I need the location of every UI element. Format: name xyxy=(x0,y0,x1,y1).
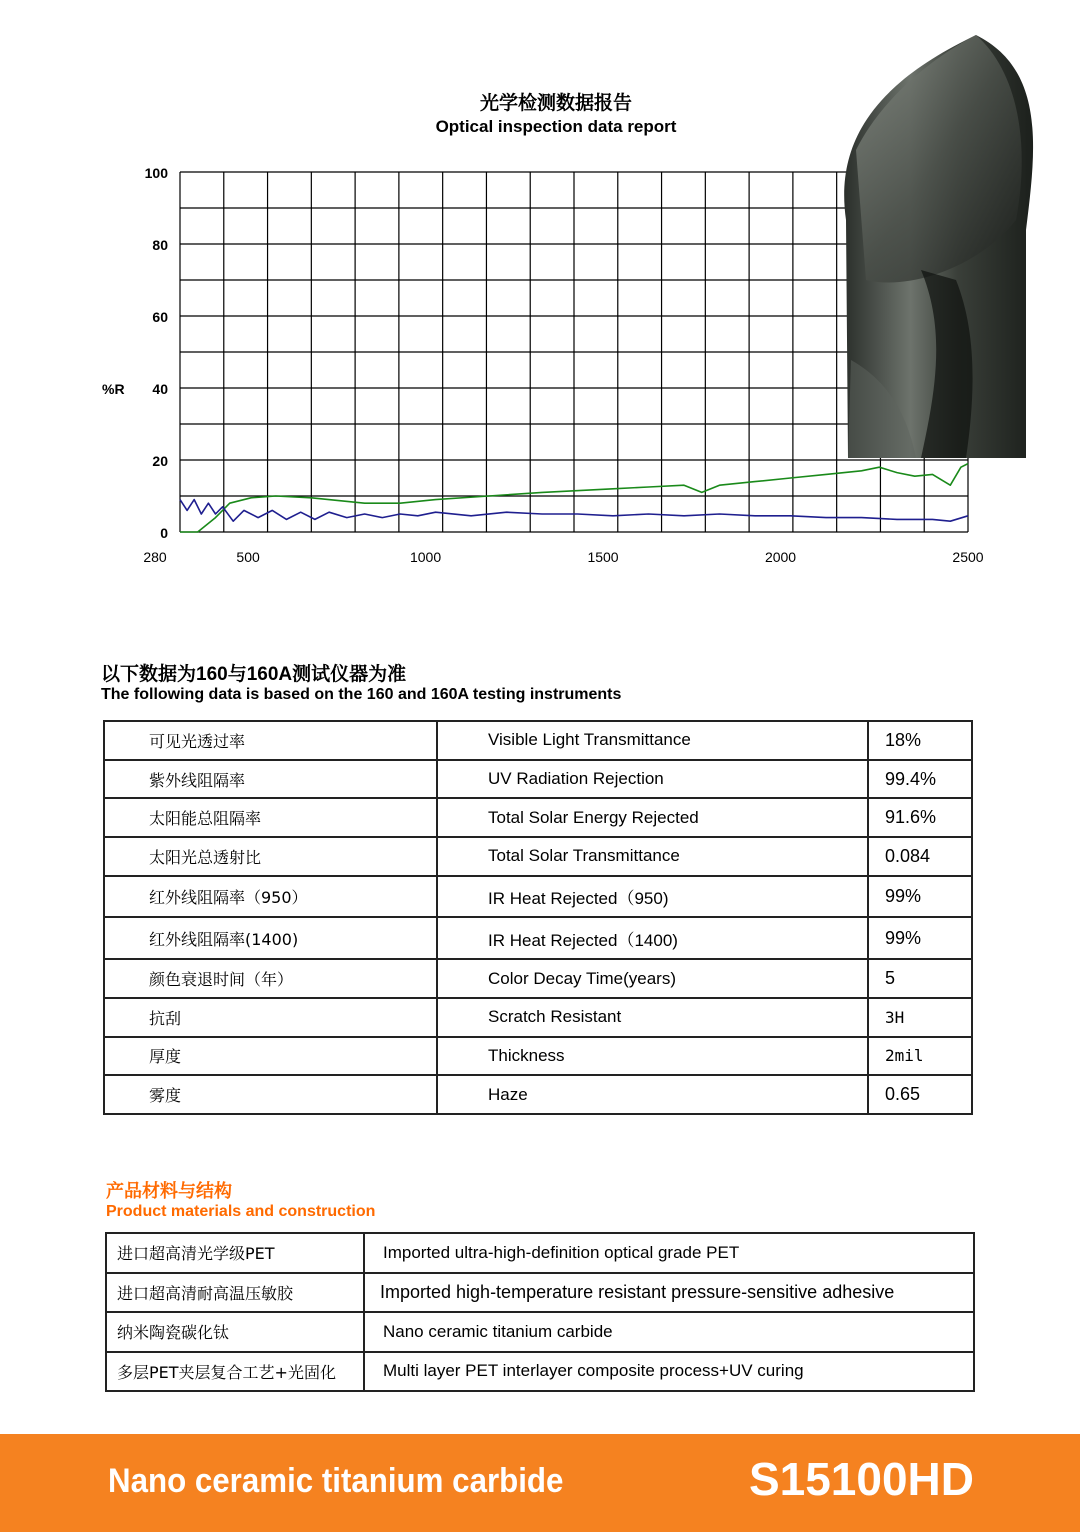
table-row xyxy=(104,721,972,760)
y-tick-label: 60 xyxy=(152,309,168,325)
spec-label-cn: 抗刮 xyxy=(104,998,437,1037)
x-tick-label: 2500 xyxy=(952,549,984,565)
materials-table xyxy=(105,1232,975,1392)
table-row xyxy=(104,837,972,876)
spec-table xyxy=(103,720,973,1115)
material-label-cn: 多层PET夹层复合工艺+光固化 xyxy=(106,1352,364,1392)
y-axis-label: %R xyxy=(102,381,125,397)
spec-label-cn: 紫外线阻隔率 xyxy=(104,760,437,799)
spec-value: 99% xyxy=(868,876,972,918)
spec-label-en: UV Radiation Rejection xyxy=(437,760,868,799)
spec-value: 3H xyxy=(868,998,972,1037)
spec-label-cn: 雾度 xyxy=(104,1075,437,1114)
table-row xyxy=(104,760,972,799)
spec-value: 99.4% xyxy=(868,760,972,799)
table-row xyxy=(104,876,972,918)
spec-label-cn: 红外线阻隔率(1400) xyxy=(104,917,437,959)
material-label-en: Imported high-temperature resistant pressure-sensitive adhesive xyxy=(364,1273,974,1313)
table-row xyxy=(106,1233,974,1273)
x-tick-label: 1500 xyxy=(587,549,619,565)
table-row xyxy=(104,959,972,998)
material-label-en: Nano ceramic titanium carbide xyxy=(364,1312,974,1352)
table-row xyxy=(106,1352,974,1392)
spec-label-en: Total Solar Transmittance xyxy=(437,837,868,876)
spec-value: 0.65 xyxy=(868,1075,972,1114)
y-tick-label: 80 xyxy=(152,237,168,253)
materials-title-cn: 产品材料与结构 xyxy=(106,1181,232,1201)
spec-value: 5 xyxy=(868,959,972,998)
spec-label-cn: 红外线阻隔率（950） xyxy=(104,876,437,918)
report-title-cn: 光学检测数据报告 xyxy=(479,93,632,114)
x-tick-label: 500 xyxy=(236,549,260,565)
spec-label-en: IR Heat Rejected（1400) xyxy=(437,917,868,959)
spec-label-cn: 太阳能总阻隔率 xyxy=(104,798,437,837)
spec-value: 2mil xyxy=(868,1037,972,1076)
x-tick-label: 2000 xyxy=(764,549,797,565)
y-tick-label: 100 xyxy=(144,165,168,181)
x-tick-label: 280 xyxy=(143,549,167,565)
spec-label-en: Haze xyxy=(437,1075,868,1114)
y-tick-label: 20 xyxy=(152,453,168,469)
spec-value: 18% xyxy=(868,721,972,760)
spec-label-en: Color Decay Time(years) xyxy=(437,959,868,998)
y-tick-label: 0 xyxy=(160,525,168,541)
table-row xyxy=(104,1037,972,1076)
x-tick-label: 1000 xyxy=(409,549,442,565)
footer-banner xyxy=(0,1434,1080,1532)
material-label-cn: 进口超高清耐高温压敏胶 xyxy=(106,1273,364,1313)
spec-value: 0.084 xyxy=(868,837,972,876)
table-row xyxy=(104,998,972,1037)
table-row xyxy=(104,1075,972,1114)
material-label-en: Multi layer PET interlayer composite process+UV curing xyxy=(364,1352,974,1392)
spec-value: 91.6% xyxy=(868,798,972,837)
spec-value: 99% xyxy=(868,917,972,959)
spec-label-cn: 厚度 xyxy=(104,1037,437,1076)
table-row xyxy=(104,798,972,837)
y-tick-label: 40 xyxy=(152,381,168,397)
materials-title-en: Product materials and construction xyxy=(106,1203,376,1220)
material-label-cn: 进口超高清光学级PET xyxy=(106,1233,364,1273)
table-row xyxy=(104,917,972,959)
spec-label-en: Thickness xyxy=(437,1037,868,1076)
spec-title-en: The following data is based on the 160 and 160A testing instruments xyxy=(101,686,622,703)
spec-title-cn: 以下数据为160与160A测试仪器为准 xyxy=(101,664,407,685)
footer-product-name: Nano ceramic titanium carbide xyxy=(108,1462,564,1500)
spec-label-cn: 可见光透过率 xyxy=(104,721,437,760)
footer-product-code: S15100HD xyxy=(748,1453,974,1505)
film-roll-photo xyxy=(826,30,1036,460)
table-row xyxy=(106,1273,974,1313)
spec-label-en: Visible Light Transmittance xyxy=(437,721,868,760)
report-title-en: Optical inspection data report xyxy=(435,117,677,136)
spec-label-cn: 颜色衰退时间（年） xyxy=(104,959,437,998)
spec-label-en: IR Heat Rejected（950) xyxy=(437,876,868,918)
material-label-cn: 纳米陶瓷碳化钛 xyxy=(106,1312,364,1352)
table-row xyxy=(106,1312,974,1352)
spec-label-en: Total Solar Energy Rejected xyxy=(437,798,868,837)
material-label-en: Imported ultra-high-definition optical grade PET xyxy=(364,1233,974,1273)
spec-label-cn: 太阳光总透射比 xyxy=(104,837,437,876)
spec-label-en: Scratch Resistant xyxy=(437,998,868,1037)
